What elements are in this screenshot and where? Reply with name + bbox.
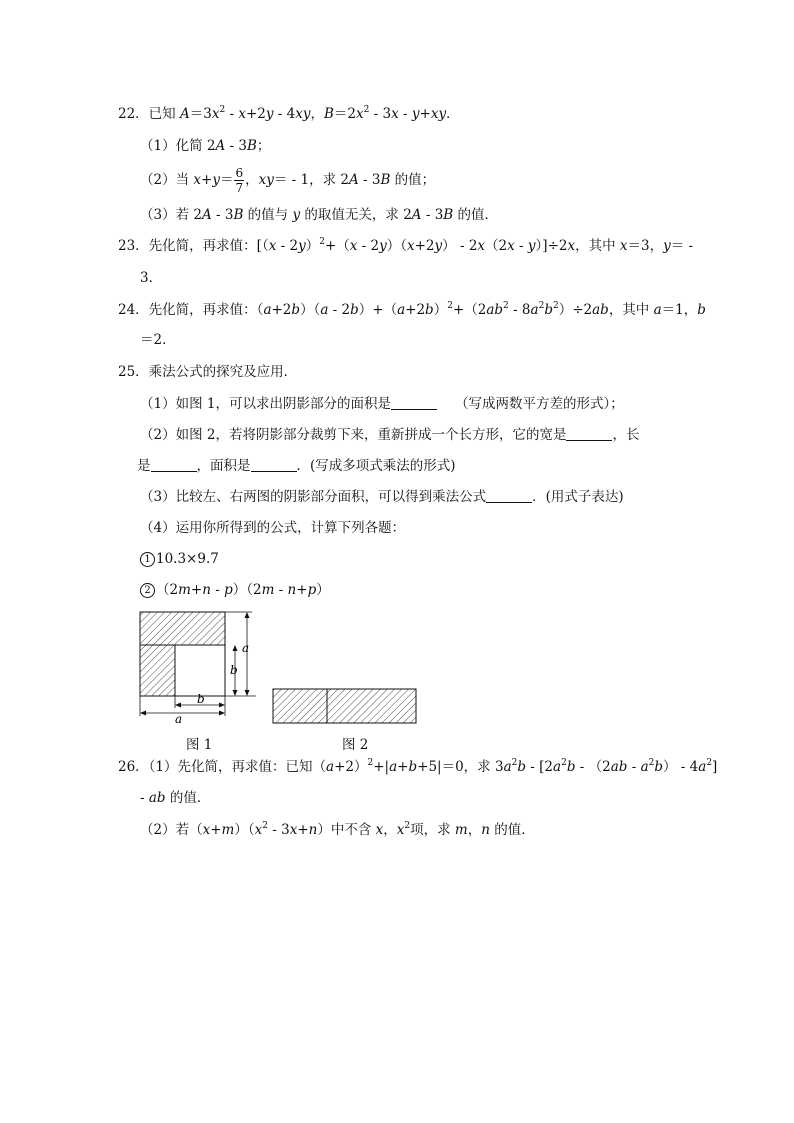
label-b-right: b — [230, 663, 238, 677]
q25-item1: 1 10.3×9.7 — [140, 549, 219, 569]
figure-2-caption: 图 2 — [342, 737, 369, 753]
rearranged-rectangle — [273, 689, 416, 723]
q22-stem: 22．已知 $A=3x^2 - x+2y - 4xy$，$B=2x^2 - 3x - y+xy$． — [118, 105, 460, 122]
q22-part1: （1）化简 2A - 3B； — [140, 138, 271, 154]
label-a-right: a — [242, 641, 250, 655]
q26-line2: - ab 的值． — [140, 790, 211, 806]
q22-part3: （3）若 2A - 3B 的值与 y 的取值无关，求 2A - 3B 的值． — [140, 207, 498, 223]
answer-blank — [486, 488, 532, 503]
q25-part3: （3）比较左、右两图的阴影部分面积，可以得到乘法公式 ．(用式子表达) — [140, 489, 624, 505]
q25-title: 25．乘法公式的探究及应用． — [118, 364, 298, 380]
figure-1 — [130, 604, 265, 726]
circled-number: 1 — [140, 552, 155, 567]
q26-line1: 26．（1）先化简，再求值：已知$(a+2)^2+|a+b+5|=0$，求 $3a^2b - [2a^2b - (2ab - a^2b) - 4a^2]$ — [118, 758, 718, 775]
q25-part1: （1）如图 1，可以求出阴影部分的面积是 （写成两数平方差的形式）； — [140, 396, 624, 412]
q25-part2-line1: （2）如图 2，若将阴影部分裁剪下来，重新拼成一个长方形，它的宽是 ，长 — [140, 427, 640, 443]
figure-1-caption: 图 1 — [186, 737, 213, 753]
q22-part2: （2）当 x+y＝ $\frac{6}{7}$ ，xy＝ - 1，求 2A - 3B 的值； — [140, 166, 436, 195]
q23-line1: 23．先化简，再求值：[（x - 2y）$^2$+（x - 2y）（x+2y） - 2x（2x - y）]÷2x，其中 x＝3，y＝ - — [118, 237, 694, 254]
answer-blank — [566, 426, 612, 441]
label-a-bottom: a — [175, 712, 183, 726]
answer-blank — [251, 457, 297, 472]
figure-2 — [270, 686, 420, 726]
circled-number: 2 — [140, 583, 155, 598]
q25-part4: （4）运用你所得到的公式，计算下列各题： — [140, 520, 406, 536]
q24-line1: 24．先化简，再求值：$(a+2b)(a - 2b)+(a+2b)^2+(2ab^2 - 8a^2b^2)\div 2ab$，其中 a＝1，b — [118, 301, 706, 318]
answer-blank — [151, 457, 197, 472]
label-b-bottom: b — [197, 692, 205, 706]
q25-item2: 2 （2m+n - p）（2m - n+p） — [140, 580, 330, 600]
q26-part2: （2）若$(x+m)(x^2 - 3x+n)$中不含 x，$x^2$项，求 m，n 的值． — [140, 821, 535, 838]
answer-blank — [391, 395, 437, 410]
q25-part2-line2: 是 ，面积是 ．(写成多项式乘法的形式) — [137, 458, 456, 474]
fraction: $\frac{6}{7}$ — [235, 166, 244, 195]
q24-line2: ＝2． — [140, 332, 176, 348]
inner-square — [175, 645, 225, 696]
q23-line2: 3． — [140, 270, 163, 286]
